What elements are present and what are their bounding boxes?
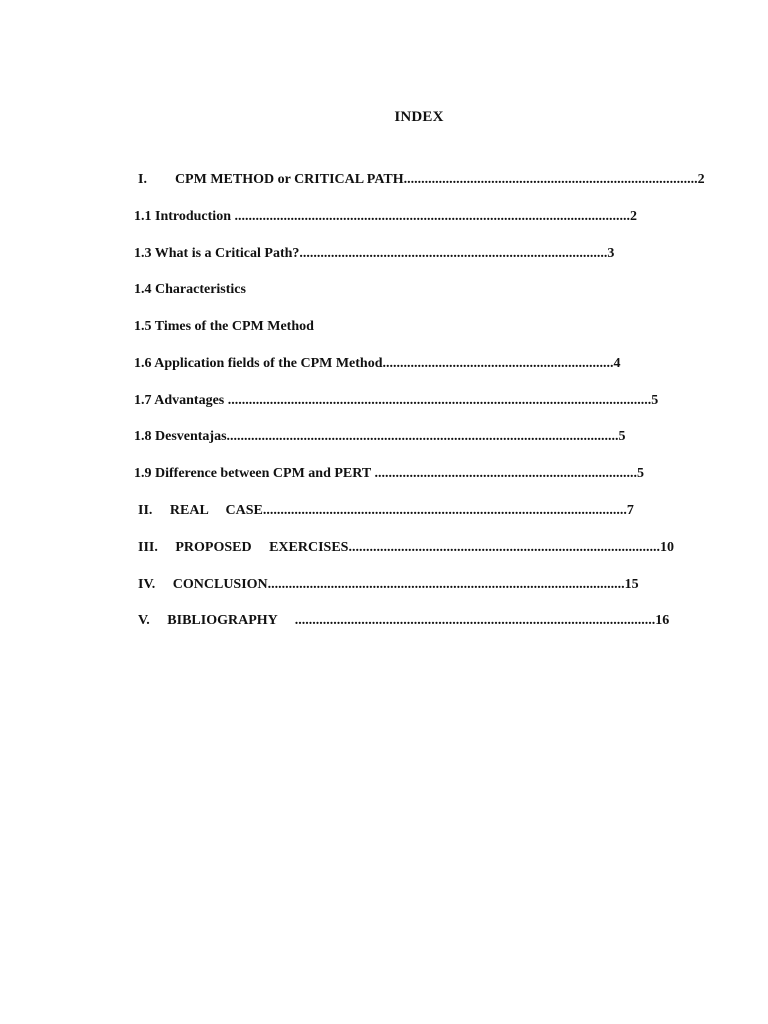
toc-entry-characteristics: 1.4 Characteristics: [134, 282, 246, 297]
toc-entry-times: 1.5 Times of the CPM Method: [134, 319, 314, 334]
toc-entry-real-case: II. REAL CASE........................................................................................................7: [138, 503, 634, 518]
page-title: INDEX: [394, 109, 444, 125]
toc-entry-application-fields: 1.6 Application fields of the CPM Method..................................................................4: [134, 356, 621, 371]
toc-entry-desventajas: 1.8 Desventajas................................................................................................................5: [134, 429, 626, 444]
toc-entry-bibliography: V. BIBLIOGRAPHY .......................................................................................................16: [138, 613, 670, 628]
toc-entry-cpm-method: I. CPM METHOD or CRITICAL PATH....................................................................................2: [138, 172, 705, 187]
toc-entry-cpm-vs-pert: 1.9 Difference between CPM and PERT ...........................................................................5: [134, 466, 644, 481]
toc-entry-advantages: 1.7 Advantages .........................................................................................................................5: [134, 393, 659, 408]
toc-entry-conclusion: IV. CONCLUSION......................................................................................................15: [138, 577, 639, 592]
toc-entry-critical-path: 1.3 What is a Critical Path?........................................................................................3: [134, 246, 615, 261]
toc-entry-proposed-exercises: III. PROPOSED EXERCISES.........................................................................................10: [138, 540, 674, 555]
toc-entry-introduction: 1.1 Introduction .................................................................................................................2: [134, 209, 637, 224]
